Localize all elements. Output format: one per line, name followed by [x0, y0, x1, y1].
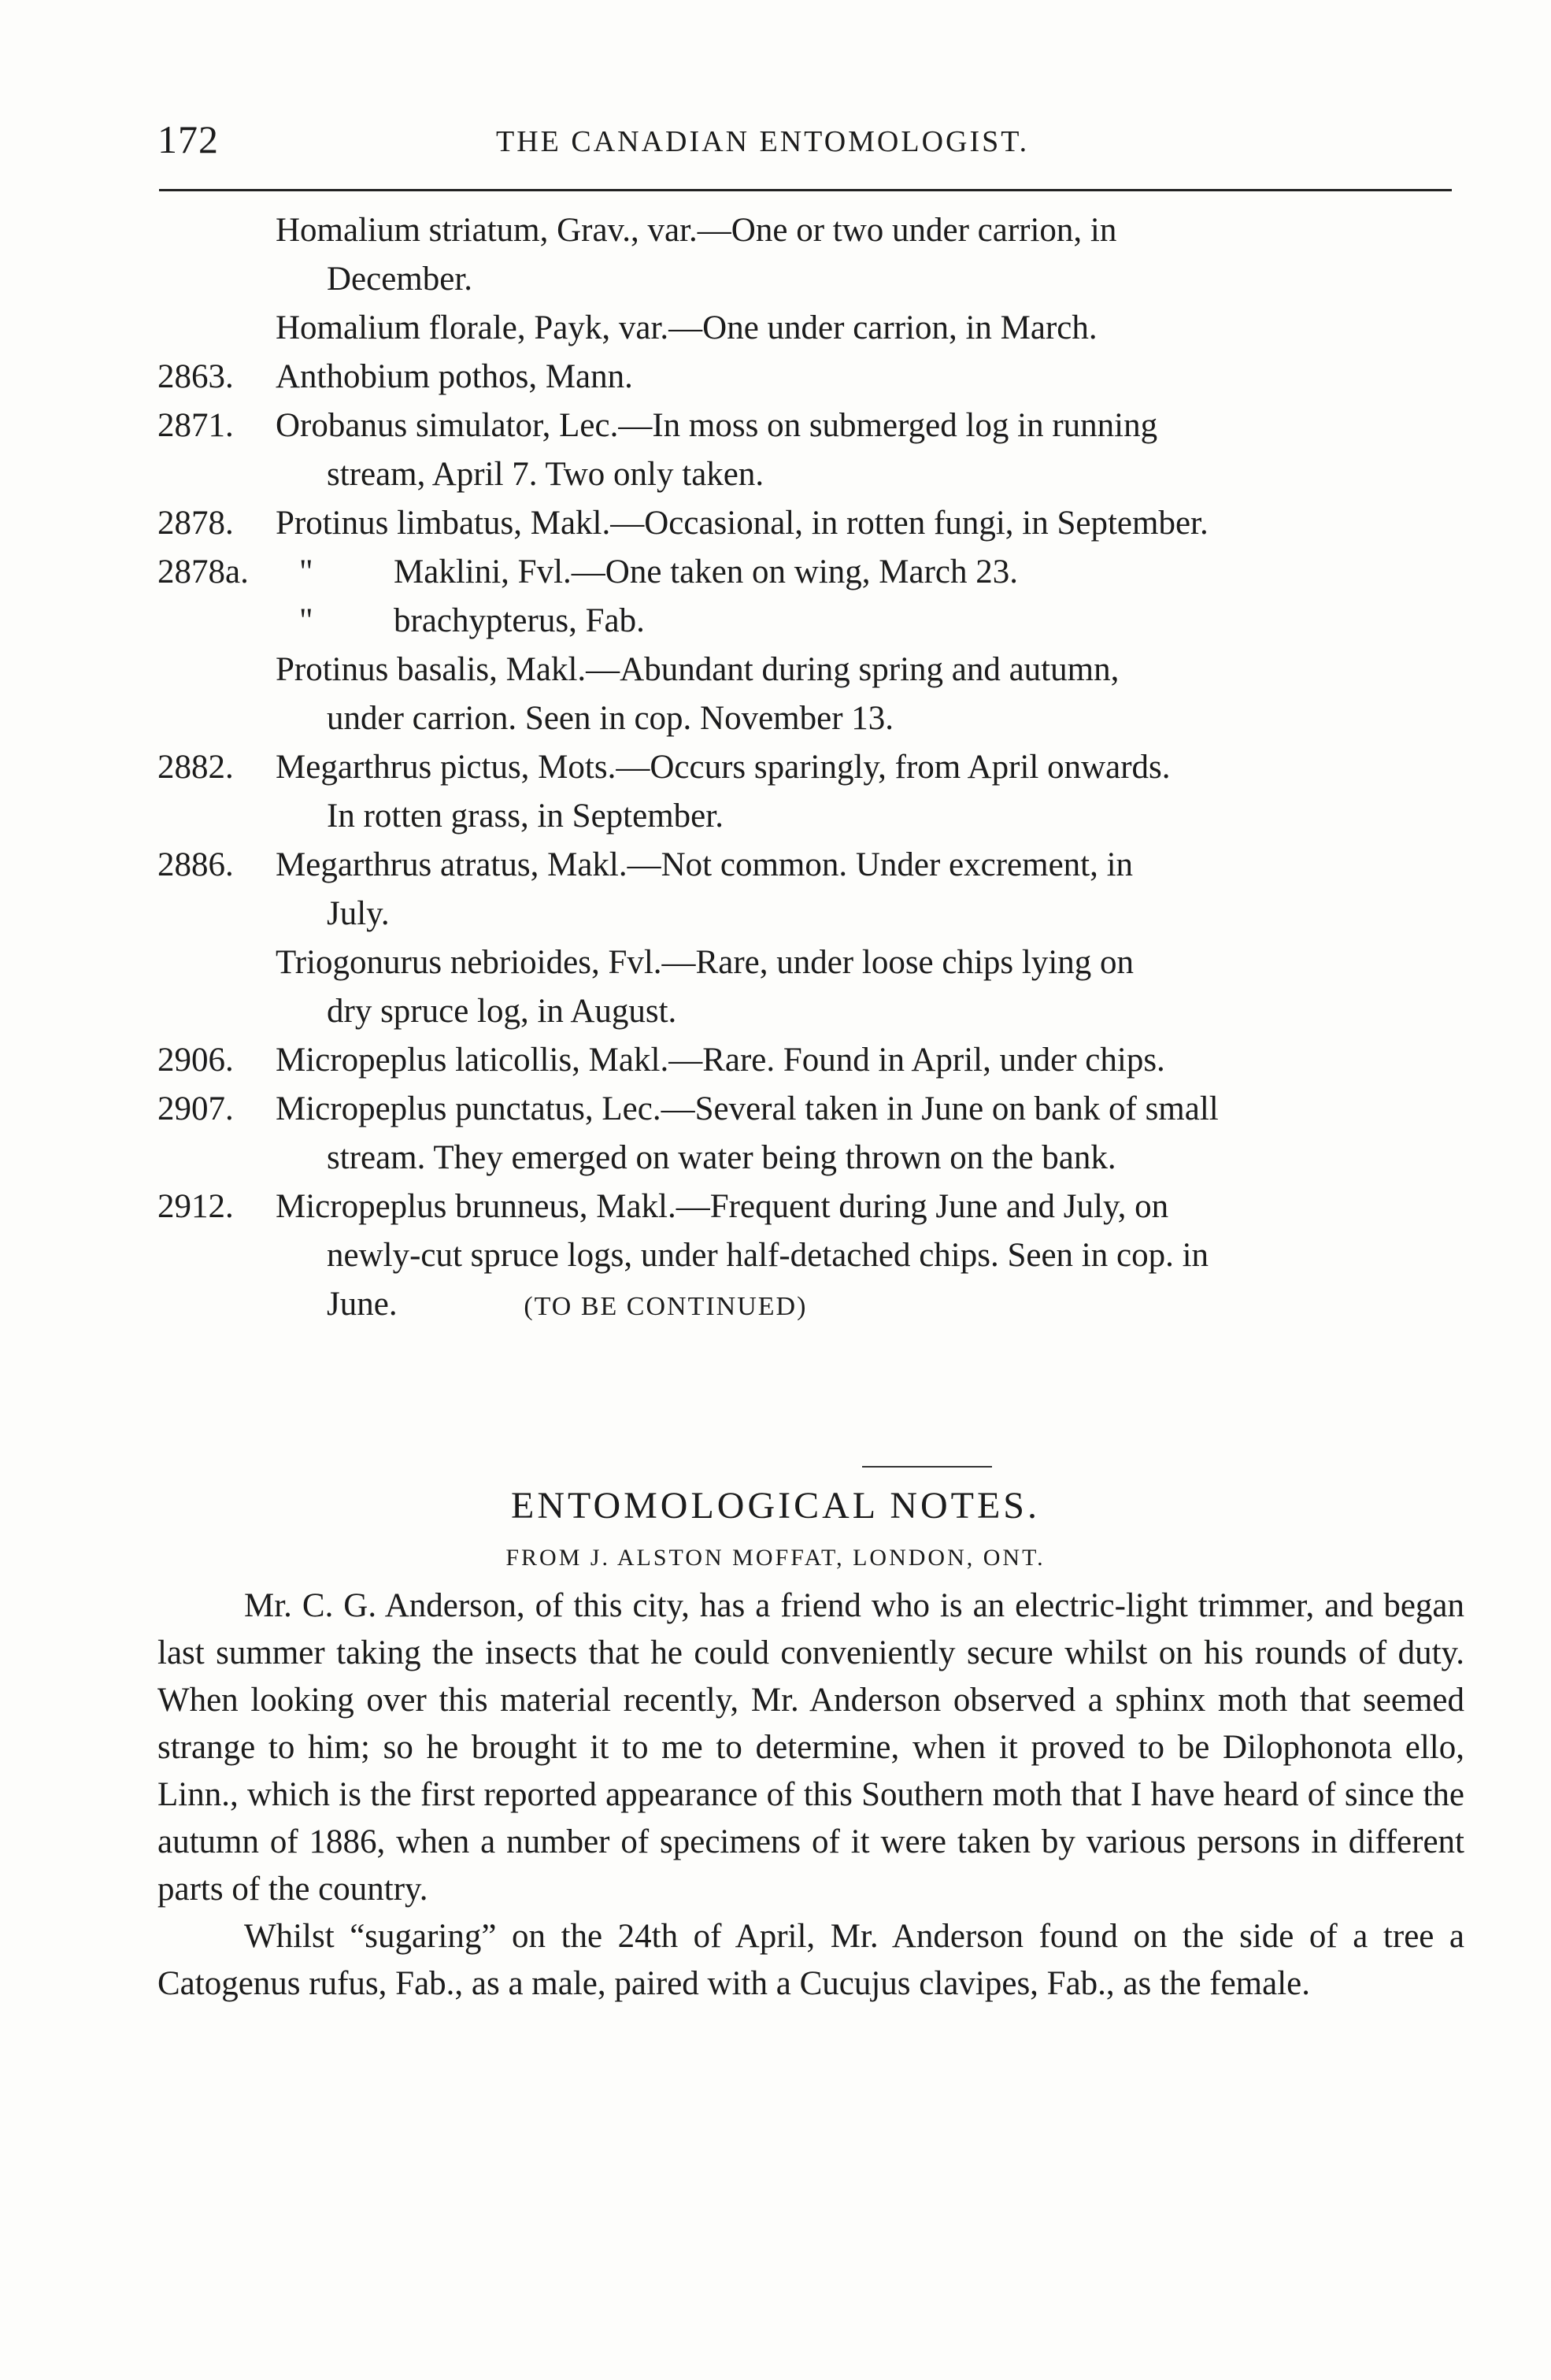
- catalogue-number: 2912.: [157, 1188, 234, 1225]
- entry-text: Homalium florale, Payk, var.—One under carrion, in March.: [276, 309, 1098, 346]
- entry-text: Protinus limbatus, Makl.—Occasional, in rotten fungi, in September.: [276, 505, 1209, 542]
- catalogue-number: 2878.: [157, 505, 234, 542]
- entry-text: Protinus basalis, Makl.—Abundant during spring and autumn,: [276, 651, 1120, 688]
- entry-continuation: July.: [327, 895, 390, 932]
- list-item: [157, 402, 1464, 499]
- list-item: [157, 938, 1464, 1036]
- entry-text: brachypterus, Fab.: [394, 602, 645, 639]
- entry-continuation: December.: [327, 261, 473, 298]
- list-item: [157, 499, 1464, 548]
- entry-text: Micropeplus laticollis, Makl.—Rare. Found in April, under chips.: [276, 1042, 1165, 1079]
- list-item: [157, 1036, 1464, 1085]
- catalogue-number: 2878a.: [157, 553, 249, 590]
- entry-text: Triogonurus nebrioides, Fvl.—Rare, under loose chips lying on: [276, 944, 1135, 981]
- running-head: [157, 117, 1457, 164]
- catalogue-number: 2906.: [157, 1042, 234, 1079]
- journal-title: THE CANADIAN ENTOMOLOGIST.: [496, 125, 1030, 158]
- entry-continuation: In rotten grass, in September.: [327, 798, 724, 835]
- entry-text: Megarthrus atratus, Makl.—Not common. Under excrement, in: [276, 846, 1134, 883]
- entry-continuation: dry spruce log, in August.: [327, 993, 677, 1030]
- list-item: [157, 304, 1464, 353]
- entry-continuation: newly-cut spruce logs, under half-detached chips. Seen in cop. in: [327, 1237, 1209, 1274]
- ditto-mark: ": [299, 553, 313, 590]
- catalogue-number: 2871.: [157, 407, 234, 444]
- header-rule: [159, 189, 1452, 191]
- list-item: [157, 597, 1464, 646]
- list-item: [157, 1085, 1464, 1183]
- list-item: [157, 548, 1464, 597]
- divider: [862, 1466, 992, 1468]
- entry-text: Micropeplus brunneus, Makl.—Frequent during June and July, on: [276, 1188, 1169, 1225]
- entry-text: Orobanus simulator, Lec.—In moss on submerged log in running: [276, 407, 1158, 444]
- entry-continuation: under carrion. Seen in cop. November 13.: [327, 700, 894, 737]
- entry-text: Anthobium pothos, Mann.: [276, 358, 633, 395]
- catalogue-number: 2907.: [157, 1090, 234, 1127]
- entry-text: Micropeplus punctatus, Lec.—Several taken in June on bank of small: [276, 1090, 1219, 1127]
- list-item: [157, 353, 1464, 402]
- continued-note: (TO BE CONTINUED): [524, 1292, 808, 1321]
- list-item: [157, 841, 1464, 938]
- paragraph: Whilst “sugaring” on the 24th of April, Mr. Anderson found on the side of a tree a Catogenus rufus, Fab., as a male, paired with a Cucujus clavipes, Fab., as the female.: [157, 1918, 1464, 2002]
- list-item: [157, 206, 1464, 304]
- page-number: 172: [157, 117, 219, 161]
- entry-text: Maklini, Fvl.—One taken on wing, March 23.: [394, 553, 1019, 590]
- byline: FROM J. ALSTON MOFFAT, LONDON, ONT.: [505, 1545, 1046, 1571]
- entry-text: Megarthrus pictus, Mots.—Occurs sparingly, from April onwards.: [276, 749, 1171, 786]
- entry-text: Homalium striatum, Grav., var.—One or two under carrion, in: [276, 212, 1117, 249]
- catalogue-number: 2882.: [157, 749, 234, 786]
- entry-continuation: June.: [327, 1286, 398, 1323]
- entry-continuation: stream. They emerged on water being thrown on the bank.: [327, 1139, 1116, 1176]
- list-item: [157, 646, 1464, 743]
- entry-continuation: stream, April 7. Two only taken.: [327, 456, 764, 493]
- list-item: [157, 1183, 1464, 1331]
- catalogue-number: 2863.: [157, 358, 234, 395]
- list-item: [157, 743, 1464, 841]
- article-body: [157, 1582, 1464, 2008]
- section-heading: ENTOMOLOGICAL NOTES.: [511, 1485, 1040, 1527]
- catalogue-number: 2886.: [157, 846, 234, 883]
- species-list: [157, 206, 1464, 1331]
- paragraph: Mr. C. G. Anderson, of this city, has a friend who is an electric-light trimmer, and began last summer taking the insects that he could conveniently secure whilst on his rounds of duty. When looking over this material recently, Mr. Anderson observed a sphinx moth that seemed strange to him; so he brought it to me to determine, when it proved to be Dilophonota ello, Linn., which is the first reported appearance of this Southern moth that I have heard of since the autumn of 1886, when a number of specimens of it were taken by various persons in different parts of the country.: [157, 1587, 1464, 1908]
- ditto-mark: ": [299, 602, 313, 639]
